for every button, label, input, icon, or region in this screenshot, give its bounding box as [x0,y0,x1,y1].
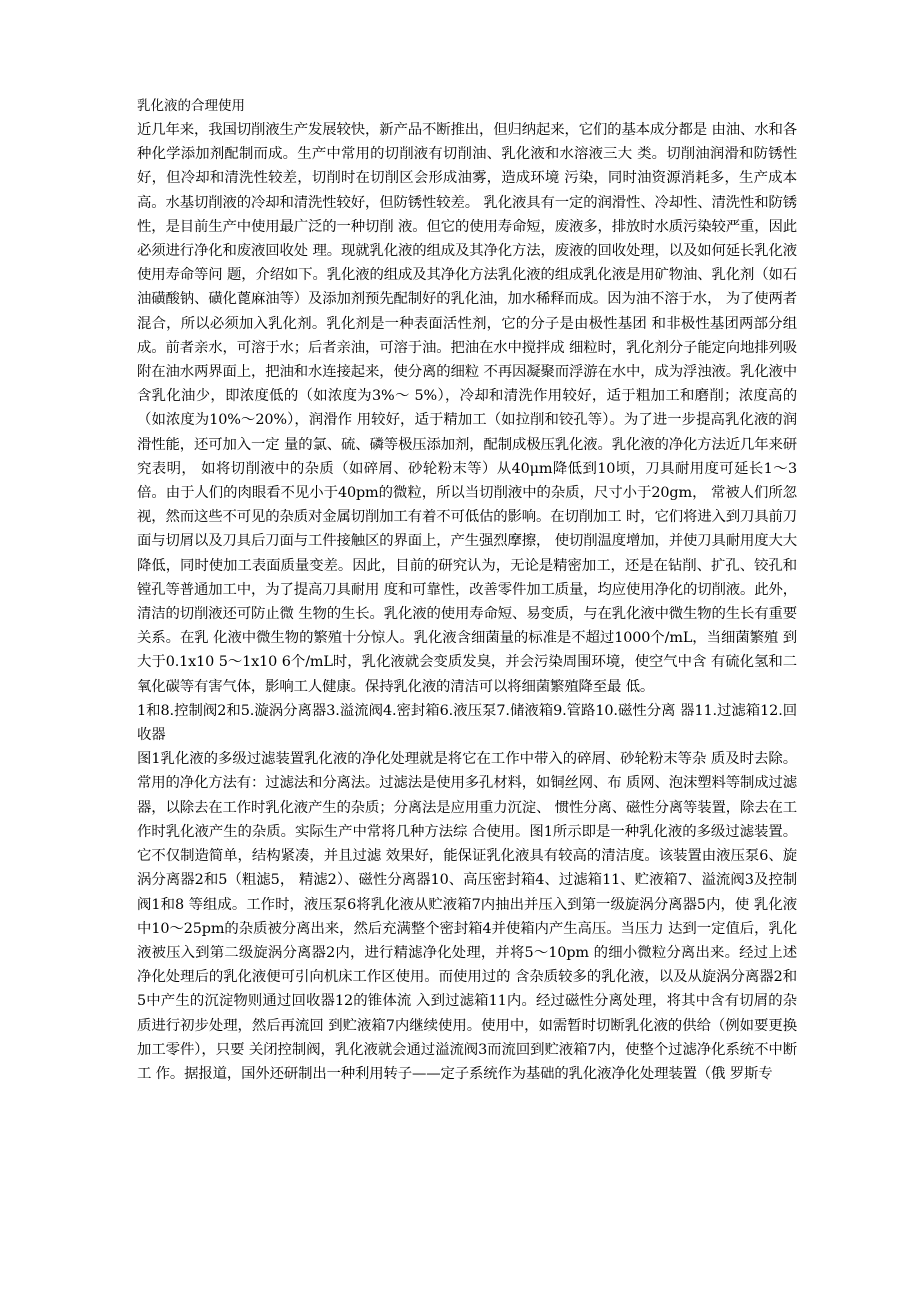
paragraph-composition: 近几年来，我国切削液生产发展较快，新产品不断推出，但归纳起来，它们的基本成分都是 由油、水和各种化学添加剂配制而成。生产中常用的切削液有切削油、乳化液和水溶液三大 类。切削油润滑和防锈性好，但冷却和清洗性较差，切削时在切削区会形成油雾，造成环境 污染，同时油资源消耗多，生产成本高。水基切削液的冷却和清洗性较好，但防锈性较差。 乳化液具有一定的润滑性、冷却性、清洗性和防锈性，是目前生产中使用最广泛的一种切削 液。但它的使用寿命短，废液多，排放时水质污染较严重，因此必须进行净化和废液回收处 理。现就乳化液的组成及其净化方法，废液的回收处理，以及如何延长乳化液使用寿命等问 题，介绍如下。乳化液的组成及其净化方法乳化液的组成乳化液是用矿物油、乳化剂（如石 油磺酸钠、磺化蓖麻油等）及添加剂预先配制好的乳化油，加水稀释而成。因为油不溶于水， 为了使两者混合，所以必须加入乳化剂。乳化剂是一种表面活性剂，它的分子是由极性基团 和非极性基团两部分组成。前者亲水，可溶于水；后者亲油，可溶于油。把油在水中搅拌成 细粒时，乳化剂分子能定向地排列吸附在油水两界面上，把油和水连接起来，使分离的细粒 不再因凝聚而浮游在水中，成为浮浊液。乳化液中含乳化油少，即浓度低的（如浓度为3%〜 5%），冷却和清洗作用较好，适于粗加工和磨削；浓度高的（如浓度为10%〜20%），润滑作 用较好，适于精加工（如拉削和铰孔等）。为了进一步提高乳化液的润滑性能，还可加入一定 量的氯、硫、磷等极压添加剂，配制成极压乳化液。乳化液的净化方法近几年来研究表明， 如将切削液中的杂质（如碎屑、砂轮粉末等）从40μm降低到10顷，刀具耐用度可延长1〜3 倍。由于人们的肉眼看不见小于40pm的微粒，所以当切削液中的杂质，尺寸小于20gm， 常被人们所忽视，然而这些不可见的杂质对金属切削加工有着不可低估的影响。在切削加工 时，它们将进入到刀具前刀面与切屑以及刀具后刀面与工件接触区的界面上，产生强烈摩擦， 使切削温度增加，并使刀具耐用度大大降低，同时使加工表面质量变差。因此，目前的研究认为，无论是精密加工，还是在钻削、扩孔、铰孔和镗孔等普通加工中，为了提高刀具耐用 度和可靠性，改善零件加工质量，均应使用净化的切削液。此外，清洁的切削液还可防止微 生物的生长。乳化液的使用寿命短、易变质，与在乳化液中微生物的生长有重要关系。在乳 化液中微生物的繁殖十分惊人。乳化液含细菌量的标准是不超过1000个/mL，当细菌繁殖 到大于0.1x10 5〜1x10 6个/mL时，乳化液就会变质发臭，并会污染周围环境，使空气中含 有硫化氢和二氧化碳等有害气体，影响工人健康。保持乳化液的清洁可以将细菌繁殖降至最 低。 [137,122,797,695]
figure-legend: 1和8.控制阀2和5.漩涡分离器3.溢流阀4.密封箱6.液压泵7.储液箱9.管路10.磁性分离 器11.过滤箱12.回收器 [137,702,797,744]
paragraph-filtration: 图1乳化液的多级过滤装置乳化液的净化处理就是将它在工作中带入的碎屑、砂轮粉末等杂 质及时去除。常用的净化方法有：过滤法和分离法。过滤法是使用多孔材料，如铜丝网、布 质网、泡沫塑料等制成过滤器，以除去在工作时乳化液产生的杂质；分离法是应用重力沉淀、 惯性分离、磁性分离等装置，除去在工作时乳化液产生的杂质。实际生产中常将几种方法综 合使用。图1所示即是一种乳化液的多级过滤装置。它不仅制造简单，结构紧凑，并且过滤 效果好，能保证乳化液具有较高的清洁度。该装置由液压泵6、旋涡分离器2和5（粗滤5， 精滤2）、磁性分离器10、高压密封箱4、过滤箱11、贮液箱7、溢流阀3及控制阀1和8 等组成。工作时，液压泵6将乳化液从贮液箱7内抽出并压入到第一级旋涡分离器5内，使 乳化液中10〜25pm的杂质被分离出来，然后充满整个密封箱4并使箱内产生高压。当压力 达到一定值后，乳化液被压入到第二级旋涡分离器2内，进行精滤净化处理，并将5〜10pm 的细小微粒分离出来。经过上述净化处理后的乳化液便可引向机床工作区使用。而使用过的 含杂质较多的乳化液，以及从旋涡分离器2和5中产生的沉淀物则通过回收器12的锥体流 入到过滤箱11内。经过磁性分离处理，将其中含有切屑的杂质进行初步处理，然后再流回 到贮液箱7内继续使用。使用中，如需暂时切断乳化液的供给（例如要更换加工零件），只要 关闭控制阀，乳化液就会通过溢流阀3而流回到贮液箱7内，使整个过滤净化系统不中断工 作。据报道，国外还研制出一种利用转子——定子系统作为基础的乳化液净化处理装置（俄 罗斯专 [137,751,797,1082]
document-title: 乳化液的合理使用 [137,98,245,114]
document-page [137,94,797,1086]
